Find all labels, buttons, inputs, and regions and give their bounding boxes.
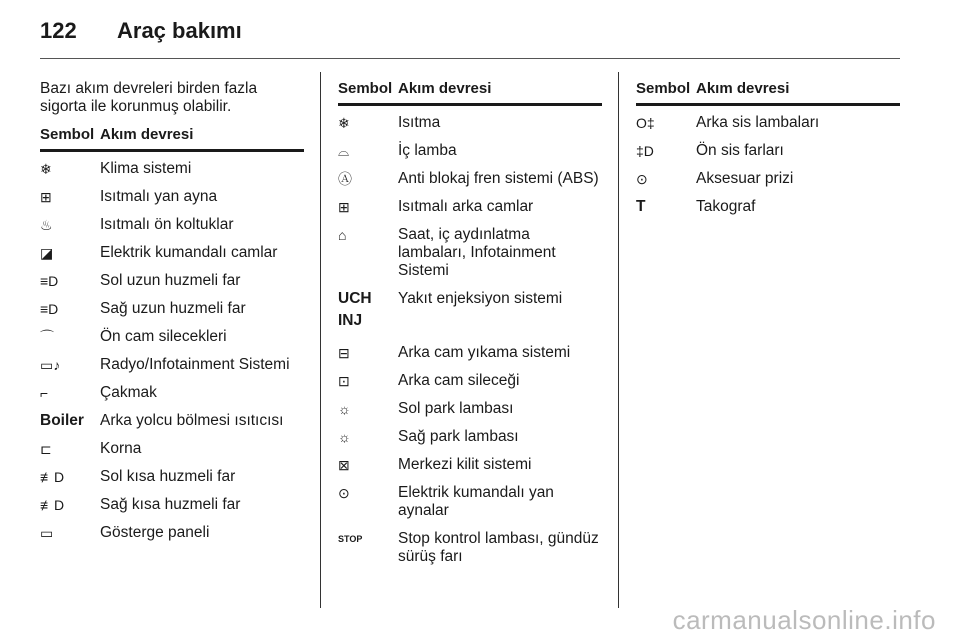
circuit-text: Sol park lambası	[398, 400, 514, 417]
circuit-text: Ön cam silecekleri	[100, 328, 227, 345]
circuit-text: Isıtma	[398, 114, 441, 131]
header-divider	[40, 58, 900, 59]
table-row	[338, 114, 602, 132]
column-divider-1	[320, 72, 321, 608]
table-row	[40, 300, 304, 318]
column-2	[338, 80, 602, 566]
circuit-text: Arka yolcu bölmesi ısıtıcısı	[100, 412, 284, 429]
symbol-icon	[338, 344, 398, 362]
table-row	[338, 344, 602, 362]
table-row	[338, 226, 602, 280]
circuit-text: Aksesuar prizi	[696, 170, 794, 187]
table-row	[40, 328, 304, 346]
symbol-text: ‡D	[636, 143, 654, 159]
symbol-text: Ⓐ	[338, 171, 352, 187]
symbol-text: ⌒	[40, 329, 54, 345]
symbol-label	[636, 198, 696, 216]
symbol-text: UCH	[338, 290, 372, 307]
symbol-label	[338, 290, 398, 334]
circuit-text: Radyo/Infotainment Sistemi	[100, 356, 290, 373]
table-row	[40, 468, 304, 486]
symbol-icon	[338, 170, 398, 188]
table-row	[338, 456, 602, 474]
symbol-icon	[338, 428, 398, 446]
table-row	[40, 524, 304, 542]
table-row	[40, 244, 304, 262]
symbol-icon	[338, 198, 398, 216]
circuit-text: Korna	[100, 440, 142, 457]
table-row	[338, 484, 602, 520]
watermark: carmanualsonline.info	[672, 605, 936, 635]
symbol-icon	[338, 400, 398, 418]
symbol-text: Boiler	[40, 412, 84, 429]
circuit-text: Klima sistemi	[100, 160, 192, 177]
circuit-text: Merkezi kilit sistemi	[398, 456, 532, 473]
circuit-text: Sağ uzun huzmeli far	[100, 300, 246, 317]
symbol-text: ≢D	[40, 469, 65, 485]
table-row	[40, 272, 304, 290]
symbol-text: ❄	[40, 161, 52, 177]
table-row	[40, 188, 304, 206]
circuit-text: Sol uzun huzmeli far	[100, 272, 241, 289]
symbol-text: ♨	[40, 217, 53, 233]
symbol-text: ☼	[338, 401, 351, 417]
circuit-text: Sağ kısa huzmeli far	[100, 496, 241, 513]
circuit-text: İç lamba	[398, 142, 457, 159]
symbol-label	[40, 412, 100, 430]
table-row	[40, 384, 304, 402]
symbol-icon	[338, 142, 398, 160]
symbol-text: ⊟	[338, 345, 350, 361]
symbol-icon	[636, 114, 696, 132]
circuit-text: Arka cam yıkama sistemi	[398, 344, 571, 361]
symbol-icon	[338, 226, 398, 280]
symbol-icon	[40, 328, 100, 346]
table-header	[338, 80, 602, 106]
symbol-text: ▭♪	[40, 357, 61, 373]
symbol-icon	[338, 484, 398, 520]
table-row	[40, 496, 304, 514]
symbol-icon	[40, 384, 100, 402]
circuit-text: Elektrik kumandalı yan aynalar	[398, 484, 554, 519]
page-title: Araç bakımı	[117, 18, 242, 43]
circuit-text: Yakıt enjeksiyon sistemi	[398, 290, 563, 307]
symbol-icon	[338, 114, 398, 132]
table-row	[636, 142, 900, 160]
table-row	[40, 160, 304, 178]
circuit-text: Gösterge paneli	[100, 524, 210, 541]
circuit-text: Elektrik kumandalı camlar	[100, 244, 278, 261]
circuit-text: Arka cam sileceği	[398, 372, 520, 389]
circuit-header: Akım devresi	[696, 80, 790, 97]
symbol-text: ≢D	[40, 497, 65, 513]
table-row	[338, 170, 602, 188]
table-row	[338, 372, 602, 390]
symbol-header: Sembol	[636, 80, 691, 97]
symbol-text: ≡D	[40, 301, 59, 317]
symbol-text: STOP	[338, 534, 363, 544]
symbol-icon	[40, 188, 100, 206]
table-row	[338, 428, 602, 446]
table-row	[338, 400, 602, 418]
symbol-icon	[40, 496, 100, 514]
fuse-table-1	[40, 160, 304, 542]
circuit-text: Anti blokaj fren sistemi (ABS)	[398, 170, 599, 187]
table-row	[636, 198, 900, 216]
symbol-text: ⊙	[636, 171, 648, 187]
symbol-text: ⌐	[40, 385, 49, 401]
table-row	[40, 356, 304, 374]
symbol-text: ⌂	[338, 227, 347, 243]
table-header	[636, 80, 900, 106]
symbol-icon	[40, 468, 100, 486]
symbol-icon	[40, 440, 100, 458]
symbol-text: INJ	[338, 312, 363, 329]
table-row	[40, 216, 304, 234]
table-header	[40, 126, 304, 152]
symbol-icon	[338, 456, 398, 474]
symbol-text: ⊞	[338, 199, 350, 215]
symbol-text: ◪	[40, 245, 54, 261]
symbol-icon	[338, 372, 398, 390]
circuit-text: Isıtmalı yan ayna	[100, 188, 218, 205]
symbol-header: Sembol	[338, 80, 393, 97]
symbol-label	[338, 530, 398, 566]
symbol-text: ☼	[338, 429, 351, 445]
symbol-text: ≡D	[40, 273, 59, 289]
table-row	[40, 440, 304, 458]
symbol-icon	[40, 244, 100, 262]
column-1	[40, 80, 304, 542]
symbol-text: ⊏	[40, 441, 52, 457]
symbol-text: O‡	[636, 115, 655, 131]
symbol-icon	[40, 160, 100, 178]
symbol-header: Sembol	[40, 126, 95, 143]
circuit-header: Akım devresi	[100, 126, 194, 143]
fuse-table-3	[636, 114, 900, 216]
table-row	[636, 114, 900, 132]
page-number: 122	[40, 18, 77, 43]
circuit-text: Takograf	[696, 198, 756, 215]
symbol-icon	[40, 272, 100, 290]
symbol-text: ▭	[40, 525, 54, 541]
column-3	[636, 80, 900, 216]
circuit-text: Sol kısa huzmeli far	[100, 468, 236, 485]
column-divider-2	[618, 72, 619, 608]
table-row	[40, 412, 304, 430]
circuit-text: Isıtmalı ön koltuklar	[100, 216, 234, 233]
circuit-text: Çakmak	[100, 384, 157, 401]
intro-text: Bazı akım devreleri birden fazla sigorta ile korunmuş olabilir.	[40, 80, 258, 115]
table-row	[338, 142, 602, 160]
symbol-text: ⊙	[338, 485, 350, 501]
circuit-text: Stop kontrol lambası, gündüz sürüş farı	[398, 530, 599, 565]
symbol-text: ❄	[338, 115, 350, 131]
symbol-icon	[40, 216, 100, 234]
symbol-text: T	[636, 198, 646, 215]
symbol-text: ⊠	[338, 457, 350, 473]
circuit-text: Isıtmalı arka camlar	[398, 198, 534, 215]
table-row	[338, 198, 602, 216]
table-row	[636, 170, 900, 188]
symbol-icon	[636, 142, 696, 160]
symbol-icon	[40, 524, 100, 542]
symbol-icon	[40, 356, 100, 374]
symbol-icon	[40, 300, 100, 318]
table-row	[338, 530, 602, 566]
symbol-text: ⊞	[40, 189, 52, 205]
table-row	[338, 290, 602, 334]
fuse-table-2	[338, 114, 602, 566]
symbol-icon	[636, 170, 696, 188]
circuit-header: Akım devresi	[398, 80, 492, 97]
circuit-text: Ön sis farları	[696, 142, 784, 159]
symbol-text: ⊡	[338, 373, 350, 389]
symbol-text: ⌓	[338, 143, 350, 159]
circuit-text: Sağ park lambası	[398, 428, 519, 445]
circuit-text: Saat, iç aydınlatma lambaları, Infotainment Sistemi	[398, 226, 556, 279]
circuit-text: Arka sis lambaları	[696, 114, 820, 131]
